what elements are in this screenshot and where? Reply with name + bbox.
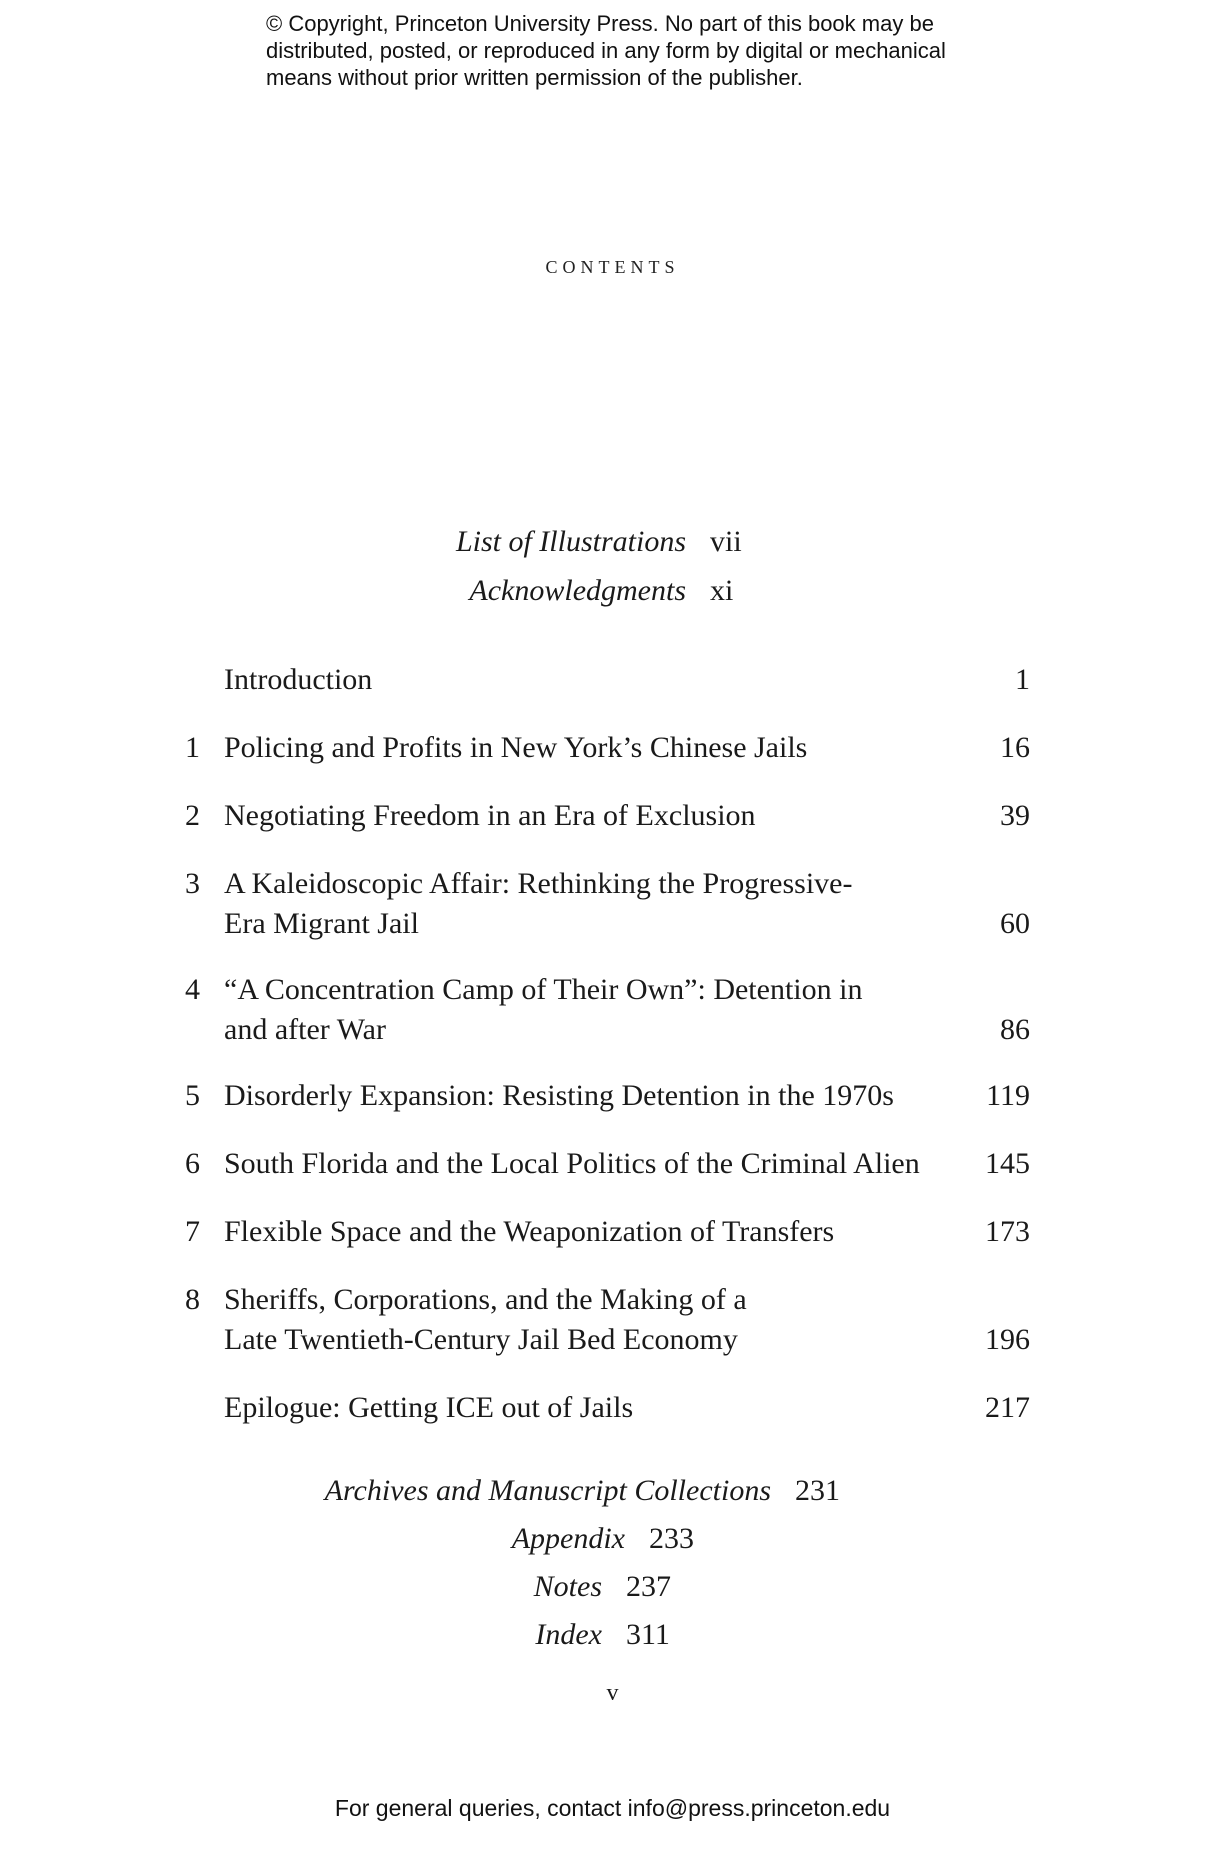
chapter-title: “A Concentration Camp of Their Own”: Detention in and after War [224,973,863,1046]
copyright-line-1: © Copyright, Princeton University Press. No part of this book may be [266,11,934,36]
chapter-number: 3 [185,867,200,900]
chapter-page: 86 [1000,1013,1030,1046]
chapter-page: 119 [986,1079,1030,1112]
back-matter-title: Index [535,1618,602,1651]
chapter-title: Sheriffs, Corporations, and the Making of a Late Twentieth-Century Jail Bed Economy [224,1283,747,1356]
back-matter-title: Notes [533,1570,602,1603]
chapter-number: 7 [185,1215,200,1248]
front-matter-title: List of Illustrations [455,525,686,558]
back-matter-page: 311 [626,1618,670,1651]
chapter-number: 8 [185,1283,200,1316]
chapter-page: 217 [985,1391,1030,1424]
front-matter-page: xi [710,574,734,607]
page-number: v [606,1680,619,1706]
chapter-page: 1 [1015,663,1030,696]
chapter-title: Flexible Space and the Weaponization of Transfers [224,1215,835,1248]
chapter-title: Disorderly Expansion: Resisting Detention in the 1970s [224,1079,894,1112]
back-matter-page: 231 [795,1474,840,1507]
chapter-number: 6 [185,1147,200,1180]
contents-heading: contents [545,250,680,279]
chapter-title: Policing and Profits in New York’s Chinese Jails [224,731,808,764]
chapter-page: 39 [1000,799,1030,832]
chapter-title: Negotiating Freedom in an Era of Exclusion [224,799,756,832]
chapter-page: 145 [985,1147,1030,1180]
chapter-title: Epilogue: Getting ICE out of Jails [224,1391,634,1424]
chapter-number: 5 [185,1079,200,1112]
chapter-page: 60 [1000,907,1030,940]
chapter-title: A Kaleidoscopic Affair: Rethinking the Progressive-Era Migrant Jail [224,867,853,940]
back-matter-page: 237 [626,1570,671,1603]
copyright-notice [266,10,1026,91]
chapter-page: 196 [985,1323,1030,1356]
back-matter-page: 233 [649,1522,694,1555]
chapter-title: South Florida and the Local Politics of the Criminal Alien [224,1147,920,1180]
chapter-page: 16 [1000,731,1030,764]
back-matter-title: Appendix [511,1522,625,1555]
chapter-title: Introduction [224,663,373,696]
footer-contact: For general queries, contact info@press.princeton.edu [334,1795,891,1821]
front-matter-title: Acknowledgments [469,574,686,607]
front-matter-page: vii [710,525,742,558]
back-matter-title: Archives and Manuscript Collections [324,1474,771,1507]
chapter-number: 1 [185,731,200,764]
chapter-page: 173 [985,1215,1030,1248]
chapter-number: 4 [185,973,200,1006]
chapter-number: 2 [185,799,200,832]
copyright-line-2: distributed, posted, or reproduced in any form by digital or mechanical [266,38,946,63]
copyright-line-3: means without prior written permission of the publisher. [266,65,803,90]
